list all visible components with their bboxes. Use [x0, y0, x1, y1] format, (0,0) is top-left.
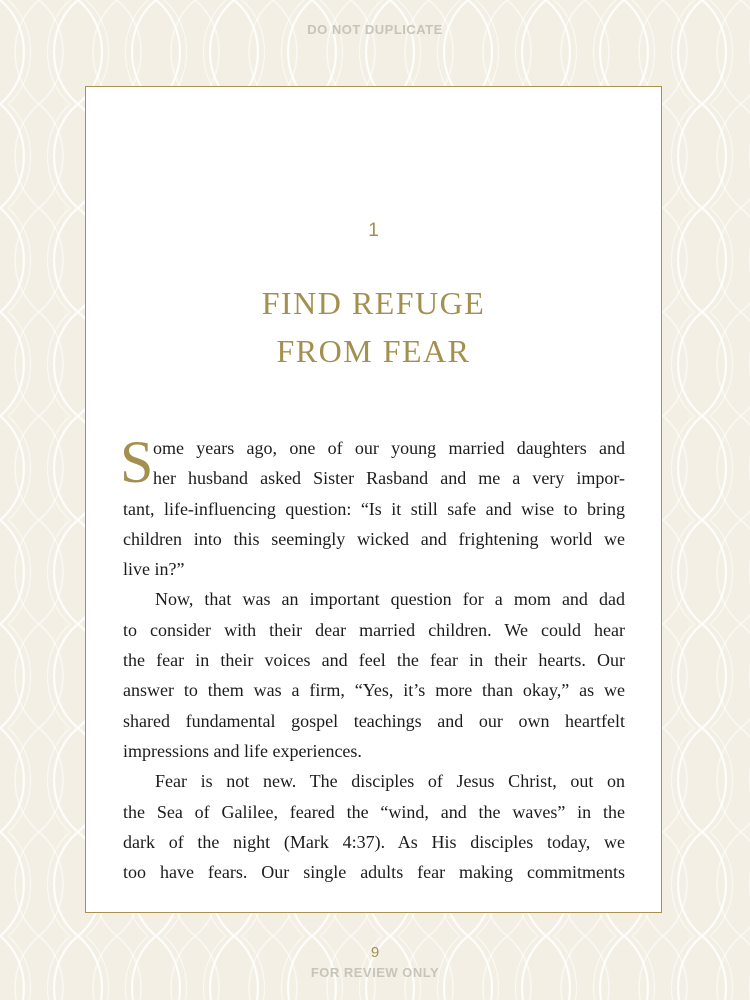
body-line: the fear in their voices and feel the fear in their hearts. Our	[123, 650, 625, 671]
body-line: dark of the night (Mark 4:37). As His disciples today, we	[123, 831, 625, 852]
body-line: too have fears. Our single adults fear making commitments	[123, 862, 625, 883]
body-line: tant, life-influencing question: “Is it still safe and wise to bring	[123, 498, 625, 519]
body-text	[120, 429, 625, 887]
body-line: children into this seemingly wicked and frightening world we	[123, 528, 625, 549]
body-line: her husband asked Sister Rasband and me a very impor-	[153, 468, 625, 489]
chapter-title	[86, 279, 661, 375]
body-line: ome years ago, one of our young married daughters and	[153, 438, 625, 458]
watermark-do-not-duplicate: DO NOT DUPLICATE	[307, 22, 443, 37]
chapter-title-line-1: FIND REFUGE	[261, 285, 486, 321]
drop-cap: S	[120, 429, 154, 495]
body-line: Now, that was an important question for a mom and dad	[155, 589, 625, 610]
body-line: impressions and life experiences.	[123, 740, 362, 761]
chapter-title-line-2: FROM FEAR	[276, 333, 471, 369]
body-line: live in?”	[123, 559, 185, 580]
body-line: the Sea of Galilee, feared the “wind, and the waves” in the	[123, 801, 625, 822]
body-line: to consider with their dear married children. We could hear	[123, 619, 625, 640]
watermark-for-review-only: FOR REVIEW ONLY	[310, 965, 440, 980]
body-line: shared fundamental gospel teachings and our own heartfelt	[123, 710, 625, 731]
body-line: answer to them was a firm, “Yes, it’s more than okay,” as we	[123, 680, 625, 701]
page-number: 9	[370, 944, 380, 961]
chapter-number: 1	[368, 220, 379, 241]
page-frame	[85, 86, 662, 913]
body-line: Fear is not new. The disciples of Jesus Christ, out on	[155, 771, 625, 792]
